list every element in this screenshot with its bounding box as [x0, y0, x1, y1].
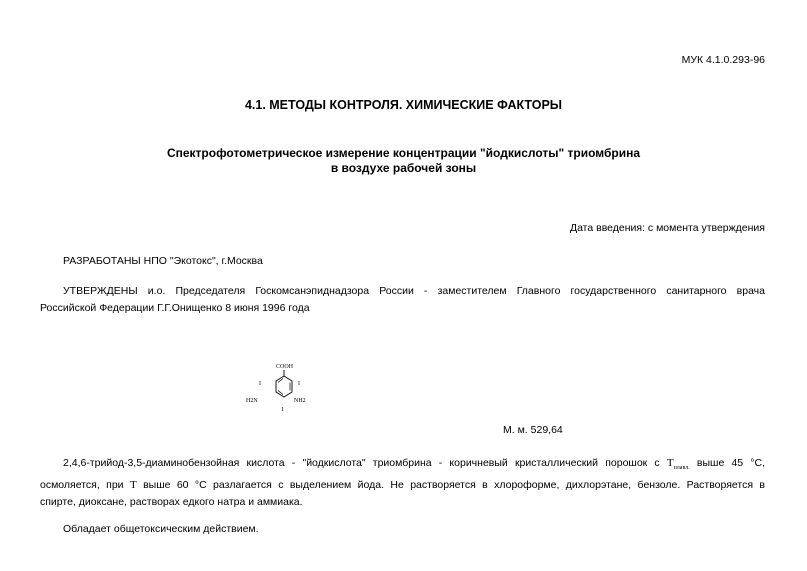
benzene-ring: [276, 376, 292, 397]
description-line-1: [63, 455, 765, 477]
formula-h2n: H2N: [246, 398, 258, 404]
formula-iodine-right: I: [298, 381, 300, 387]
melting-temp-letter: T: [666, 457, 674, 469]
molar-mass: М. м. 529,64: [503, 424, 563, 436]
formula-nh2: NH2: [294, 398, 306, 404]
melting-temp-symbol: [666, 457, 690, 472]
formula-iodine-bottom: I: [281, 407, 284, 413]
document-title: [0, 146, 807, 176]
description-line-3: спирте, диоксане, растворах едкого натра и аммиака.: [40, 496, 303, 509]
description-line-1-text: 2,4,6-трийод-3,5-диаминобензойная кислота - "йодкислота" триомбрина - коричневый кристаллический порошок с: [63, 457, 660, 469]
approved-line-1: УТВЕРЖДЕНЫ и.о. Председателя Госкомсанэпиднадзора России - заместителем Главного государственного санитарного врача: [63, 285, 765, 297]
description-line-2-tail: выше 60 °С разлагается с выделением йода. Не растворяется в хлороформе, дихлорэтане, бензоле. Растворяется в: [143, 479, 766, 492]
melting-temp-subscript: плавл.: [673, 465, 690, 472]
formula-iodine-left: I: [259, 381, 261, 387]
temp-symbol: T: [129, 479, 137, 492]
title-line-1: Спектрофотометрическое измерение концентрации "йодкислоты" триомбрина: [166, 146, 641, 160]
description-line-2-text: осмоляется, при: [40, 479, 124, 492]
document-code: МУК 4.1.0.293-96: [681, 54, 765, 66]
description-line-2: [40, 477, 765, 494]
introduction-date: Дата введения: с момента утверждения: [569, 222, 765, 234]
substance-description: [40, 455, 766, 511]
developed-by: РАЗРАБОТАНЫ НПО "Экотокс", г.Москва: [63, 255, 263, 267]
title-line-2: в воздухе рабочей зоны: [330, 161, 477, 175]
toxicity-statement: Обладает общетоксическим действием.: [63, 523, 259, 535]
description-line-1-tail: выше 45 °С,: [696, 457, 765, 469]
section-title: 4.1. МЕТОДЫ КОНТРОЛЯ. ХИМИЧЕСКИЕ ФАКТОРЫ: [244, 98, 563, 112]
approved-line-2: Российской Федерации Г.Г.Онищенко 8 июня 1996 года: [40, 302, 310, 314]
approved-by: [40, 283, 765, 317]
formula-cooh-label: COOH: [276, 364, 294, 370]
structural-formula: [246, 361, 320, 413]
